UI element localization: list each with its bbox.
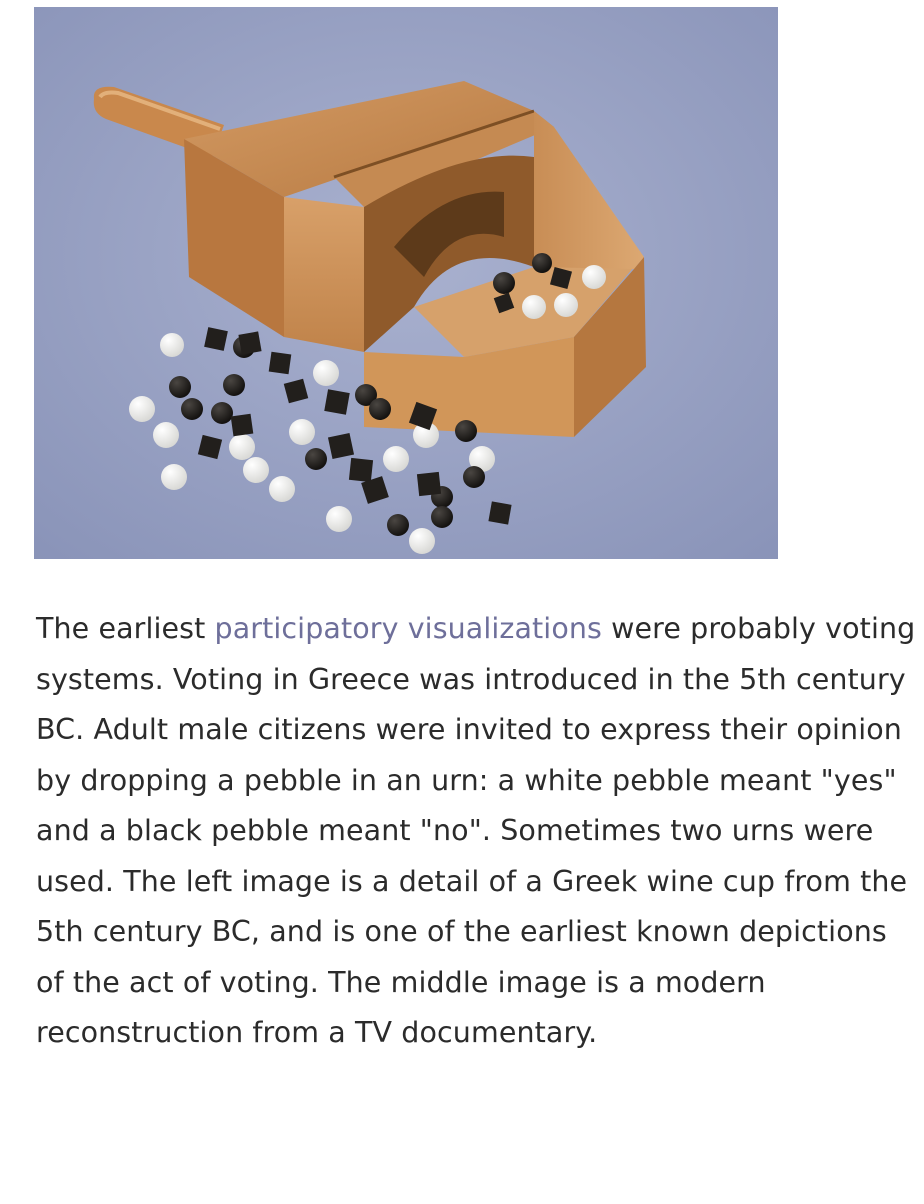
article-text-start: The earliest [36,612,215,645]
article-text-rest: were probably voting systems. Voting in Greece was introduced in the 5th century BC. Adult male citizens were invited to express their opinion by dropping a pebble in an urn: a white pebble meant "yes" and a black pebble meant "no". Sometimes two urns were used. The left image is a detail of a Greek wine cup from the 5th century BC, and is one of the earliest known depictions of the act of voting. The middle image is a modern reconstruction from a TV documentary. [36,612,916,1049]
article-paragraph [36,604,920,1059]
participatory-visualizations-link[interactable]: participatory visualizations [214,612,602,645]
voting-box-illustration [34,7,778,559]
voting-box-photo [34,7,778,559]
